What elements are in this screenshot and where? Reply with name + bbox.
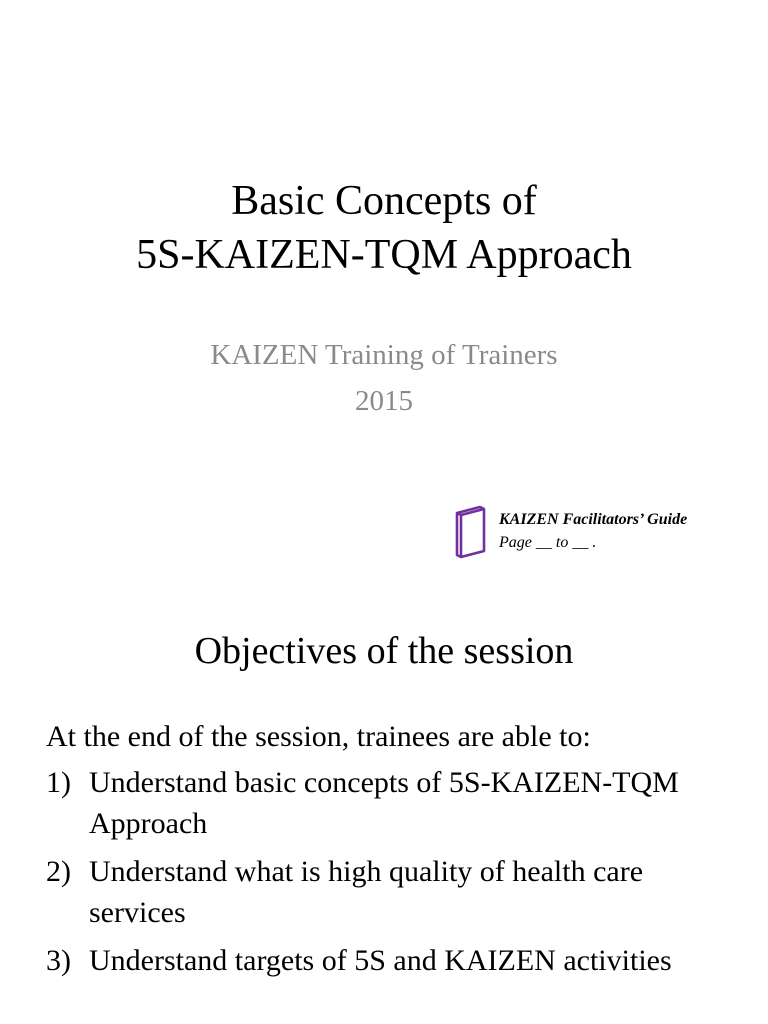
objective-number: 2): [46, 855, 71, 888]
objective-number: 1): [46, 766, 71, 799]
objective-text: Understand basic concepts of 5S-KAIZEN-TQM Approach: [89, 766, 679, 840]
objectives-intro: At the end of the session, trainees are able to:: [46, 720, 591, 753]
subtitle-line-1: KAIZEN Training of Trainers: [210, 339, 558, 371]
book-icon: [450, 505, 490, 559]
title-line-2: 5S-KAIZEN-TQM Approach: [136, 232, 632, 278]
slide-objectives: [0, 600, 768, 1024]
objective-item: [46, 762, 746, 844]
objective-text: Understand what is high quality of health care services: [89, 855, 644, 929]
presentation-title: [0, 174, 768, 282]
facilitators-guide-reference: [450, 505, 750, 561]
subtitle-line-2: 2015: [355, 385, 413, 417]
guide-title: KAIZEN Facilitators’ Guide: [499, 511, 688, 528]
objectives-list: [46, 762, 746, 988]
objectives-title: Objectives of the session: [194, 630, 574, 672]
objective-number: 3): [46, 944, 71, 977]
objective-item: [46, 940, 746, 981]
presentation-subtitle: [0, 332, 768, 424]
guide-page-reference: Page __ to __ .: [499, 534, 597, 551]
objective-text: Understand targets of 5S and KAIZEN activities: [89, 944, 672, 977]
title-line-1: Basic Concepts of: [231, 178, 537, 224]
objective-item: [46, 851, 746, 933]
